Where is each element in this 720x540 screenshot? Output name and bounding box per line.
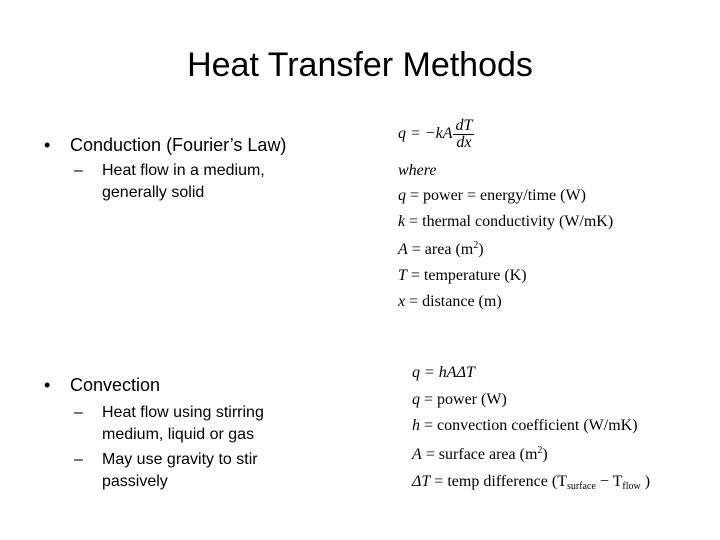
symbol: q [398, 187, 406, 204]
symbol: A [412, 446, 422, 463]
sub-bullet-line: Heat flow in a medium, [102, 162, 265, 179]
sub-bullet-line: medium, liquid or gas [102, 426, 255, 443]
definition: = area (m [407, 241, 474, 258]
symbol: h [412, 417, 420, 434]
where-label: where [398, 162, 437, 179]
symbol: x [398, 293, 406, 310]
symbol: T [398, 267, 407, 284]
bullet-marker: • [44, 135, 51, 155]
bullet-marker: • [44, 375, 51, 395]
subscript-flow: flow [622, 481, 641, 492]
definition: = power = energy/time (W) [406, 187, 586, 204]
conduction-def-k [398, 213, 613, 231]
sub-bullet-marker: – [74, 404, 83, 421]
bullet-text: Convection [70, 375, 161, 395]
convection-def-h [412, 417, 638, 435]
fraction-numerator: dT [455, 117, 473, 134]
convection-def-q [412, 391, 507, 409]
subscript-surface: surface [566, 481, 596, 492]
superscript: 2 [537, 445, 543, 456]
sub-bullet-marker: – [74, 162, 83, 179]
definition-mid: − T [595, 473, 623, 490]
symbol: A [398, 241, 408, 258]
definition: = thermal conductivity (W/mK) [405, 213, 614, 230]
definition-tail: ) [542, 446, 548, 463]
convection-def-a [412, 445, 548, 464]
definition: = distance (m) [405, 293, 502, 310]
derivative-fraction [453, 118, 474, 151]
fraction-denominator: dx [456, 134, 472, 151]
sub-bullet-line: Heat flow using stirring [102, 404, 264, 421]
definition: = temperature (K) [406, 267, 527, 284]
bullet-text: Conduction (Fourier’s Law) [70, 135, 287, 155]
convection-def-delta-t [412, 473, 650, 492]
conduction-def-x [398, 293, 502, 311]
superscript: 2 [473, 240, 479, 251]
sub-bullet-marker: – [74, 451, 83, 468]
slide-title: Heat Transfer Methods [187, 46, 533, 84]
definition: = temp difference (T [430, 473, 567, 490]
equation-lhs: q = −kA [398, 125, 453, 143]
sub-bullet-line: May use gravity to stir [102, 451, 258, 468]
definition-tail: ) [478, 241, 484, 258]
conduction-def-t [398, 267, 527, 285]
symbol: k [398, 213, 406, 230]
conduction-def-q [398, 187, 586, 205]
definition: = surface area (m [421, 446, 538, 463]
definition: = convection coefficient (W/mK) [420, 417, 638, 434]
definition: = power (W) [420, 391, 507, 408]
sub-bullet-line: passively [102, 473, 168, 490]
definition-tail: ) [640, 473, 651, 490]
sub-bullet-line: generally solid [102, 184, 205, 201]
conduction-def-a [398, 240, 484, 259]
symbol: ΔT [412, 473, 431, 490]
fourier-law-equation [398, 118, 474, 151]
symbol: q [412, 391, 420, 408]
convection-equation: q = hAΔT [412, 364, 475, 381]
